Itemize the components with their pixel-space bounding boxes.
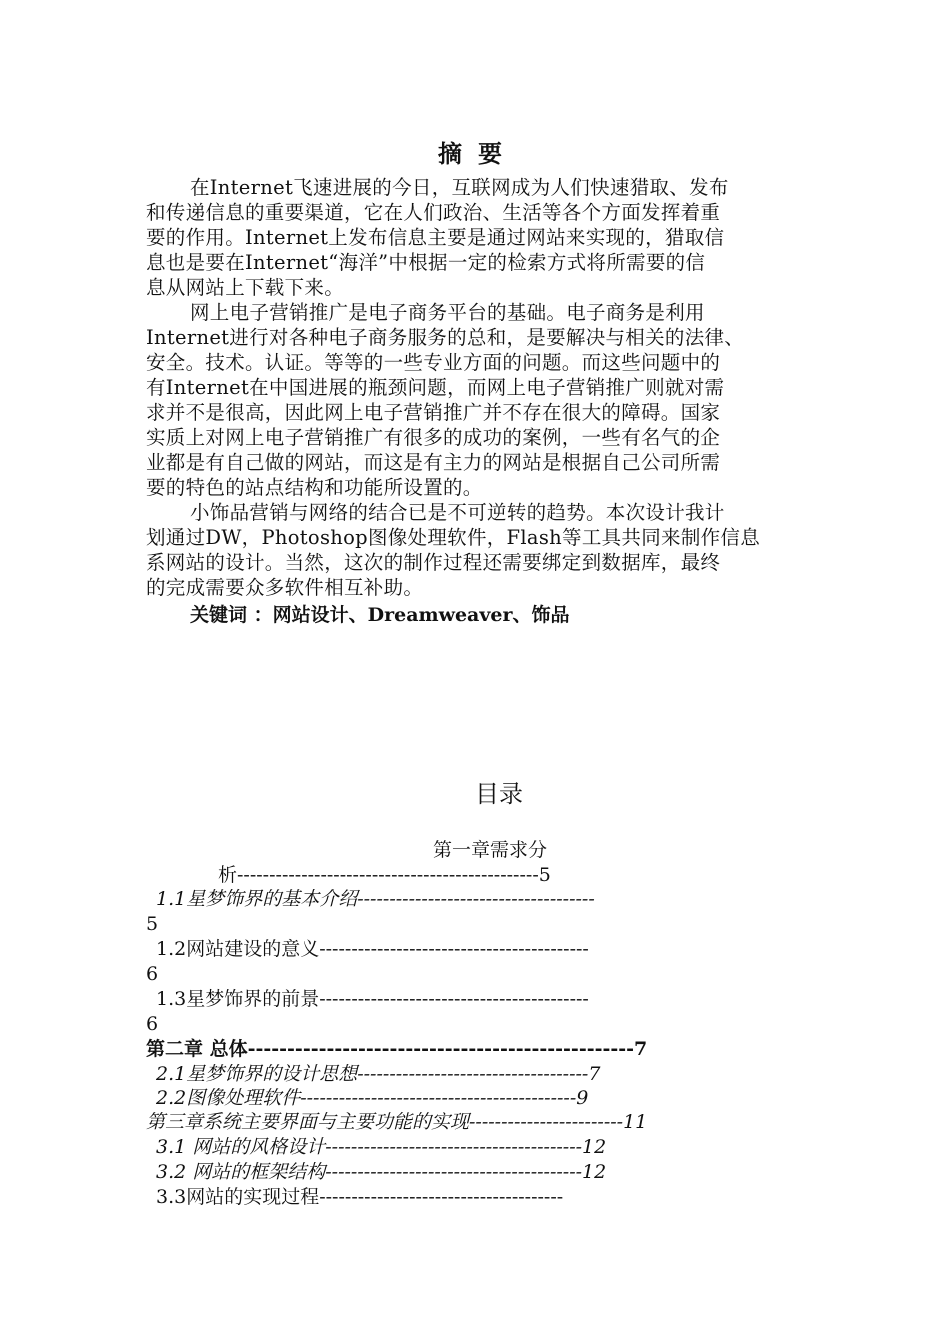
abstract-line: Internet进行对各种电子商务服务的总和，是要解决与相关的法律、 [146,326,745,349]
toc-entry: 3.1 网站的风格设计----------------------------------------12 [156,1136,607,1158]
abstract-line: 和传递信息的重要渠道，它在人们政治、生活等各个方面发挥着重 [146,201,721,224]
toc-entry: 3.3网站的实现过程-------------------------------------- [156,1186,564,1208]
toc-title: 目录 [475,780,523,808]
abstract-line: 的完成需要众多软件相互补助。 [146,576,424,599]
abstract-title: 摘要 [438,140,518,168]
toc-entry: 第一章需求分 [433,839,548,861]
keywords: 关键词 ：网站设计、Dreamweaver、饰品 [190,604,570,626]
abstract-line: 息也是要在Internet“海洋”中根据一定的检索方式将所需要的信 [146,251,706,274]
toc-entry: 1.1星梦饰界的基本介绍------------------------------------- [156,888,595,910]
abstract-line: 实质上对网上电子营销推广有很多的成功的案例，一些有名气的企 [146,426,721,449]
toc-page-number: 6 [146,1013,159,1035]
toc-entry: 1.2网站建设的意义------------------------------------------ [156,938,589,960]
abstract-line: 划通过DW，Photoshop图像处理软件，Flash等工具共同来制作信息 [146,526,761,549]
abstract-line: 系网站的设计。当然，这次的制作过程还需要绑定到数据库，最终 [146,551,721,574]
abstract-line: 息从网站上下载下来。 [146,276,345,299]
toc-entry: 析-----------------------------------------------5 [218,864,551,886]
toc-entry: 第二章 总体-------------------------------------------------7 [146,1038,648,1060]
abstract-line: 要的特色的站点结构和功能所设置的。 [146,476,483,499]
toc-entry: 2.1星梦饰界的设计思想------------------------------------7 [156,1063,601,1085]
abstract-line: 有Internet在中国进展的瓶颈问题，而网上电子营销推广则就对需 [146,376,725,399]
abstract-line: 小饰品营销与网络的结合已是不可逆转的趋势。本次设计我计 [190,501,725,524]
abstract-line: 网上电子营销推广是电子商务平台的基础。电子商务是利用 [190,301,705,324]
abstract-line: 在Internet飞速进展的今日，互联网成为人们快速猎取、发布 [190,176,729,199]
abstract-line: 求并不是很高，因此网上电子营销推广并不存在很大的障碍。国家 [146,401,721,424]
toc-page-number: 6 [146,963,159,985]
abstract-line: 安全。技术。认证。等等的一些专业方面的问题。而这些问题中的 [146,351,721,374]
toc-entry: 3.2 网站的框架结构----------------------------------------12 [156,1161,607,1183]
toc-entry: 第三章系统主要界面与主要功能的实现------------------------11 [146,1111,648,1133]
toc-page-number: 5 [146,913,159,935]
toc-entry: 2.2图像处理软件-------------------------------------------9 [156,1087,589,1109]
abstract-line: 业都是有自己做的网站，而这是有主力的网站是根据自己公司所需 [146,451,721,474]
abstract-line: 要的作用。Internet上发布信息主要是通过网站来实现的，猎取信 [146,226,725,249]
toc-entry: 1.3星梦饰界的前景------------------------------------------ [156,988,589,1010]
